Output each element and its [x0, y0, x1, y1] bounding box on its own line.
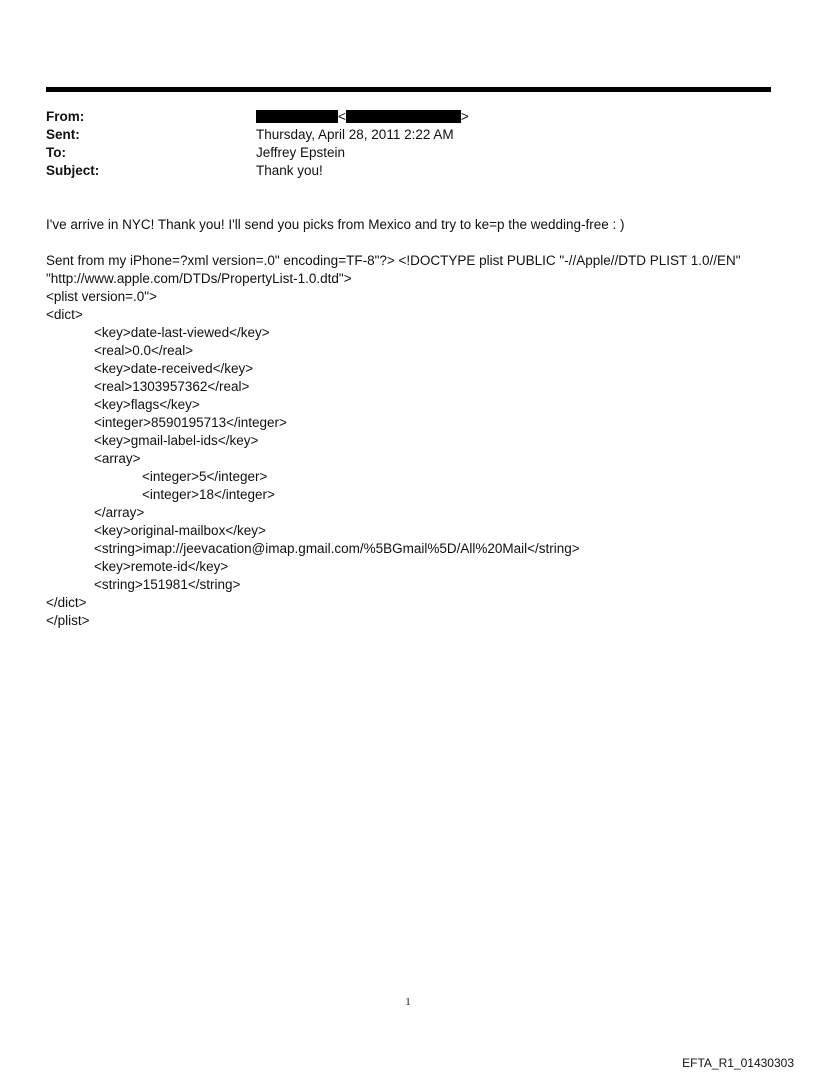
plist-line: <integer>5</integer>	[142, 469, 268, 484]
signature-line-2: "http://www.apple.com/DTDs/PropertyList-1.0.dtd">	[46, 271, 352, 286]
document-id: EFTA_R1_01430303	[682, 1056, 794, 1070]
page-number: 1	[405, 996, 411, 1008]
plist-line: <key>gmail-label-ids</key>	[94, 433, 259, 448]
sent-label: Sent:	[46, 127, 80, 142]
sent-row	[46, 126, 469, 144]
sent-value: Thursday, April 28, 2011 2:22 AM	[256, 127, 454, 142]
plist-line: <key>original-mailbox</key>	[94, 523, 266, 538]
redacted-email	[346, 110, 461, 123]
to-label: To:	[46, 145, 66, 160]
from-open-bracket: <	[338, 109, 346, 124]
plist-line: <string>151981</string>	[94, 577, 241, 592]
header-rule	[46, 87, 771, 92]
subject-row	[46, 162, 469, 180]
plist-block	[46, 288, 776, 630]
email-body	[46, 216, 776, 630]
from-value	[256, 108, 469, 126]
plist-line: <key>remote-id</key>	[94, 559, 229, 574]
plist-line: </array>	[94, 505, 145, 520]
message-text: I've arrive in NYC! Thank you! I'll send you picks from Mexico and try to ke=p the wedding-free : )	[46, 217, 625, 232]
redacted-name	[256, 110, 338, 123]
plist-line: <dict>	[46, 307, 83, 322]
plist-line: <integer>8590195713</integer>	[94, 415, 287, 430]
plist-line: <key>date-last-viewed</key>	[94, 325, 270, 340]
to-value: Jeffrey Epstein	[256, 145, 346, 160]
to-row	[46, 144, 469, 162]
plist-line: </plist>	[46, 613, 90, 628]
plist-line: <key>flags</key>	[94, 397, 200, 412]
plist-line: <key>date-received</key>	[94, 361, 254, 376]
from-row	[46, 108, 469, 126]
subject-value: Thank you!	[256, 163, 323, 178]
plist-line: <real>1303957362</real>	[94, 379, 250, 394]
email-header	[46, 108, 469, 180]
signature-line-1: Sent from my iPhone=?xml version=.0" encoding=TF-8"?> <!DOCTYPE plist PUBLIC "-//Apple//DTD PLIST 1.0//EN"	[46, 253, 741, 268]
from-close-bracket: >	[460, 109, 469, 124]
plist-line: <integer>18</integer>	[142, 487, 275, 502]
subject-label: Subject:	[46, 163, 100, 178]
plist-line: <plist version=.0">	[46, 289, 157, 304]
from-label: From:	[46, 109, 85, 124]
plist-line: </dict>	[46, 595, 87, 610]
plist-line: <real>0.0</real>	[94, 343, 194, 358]
plist-line: <array>	[94, 451, 141, 466]
plist-line: <string>imap://jeevacation@imap.gmail.com/%5BGmail%5D/All%20Mail</string>	[94, 541, 580, 556]
